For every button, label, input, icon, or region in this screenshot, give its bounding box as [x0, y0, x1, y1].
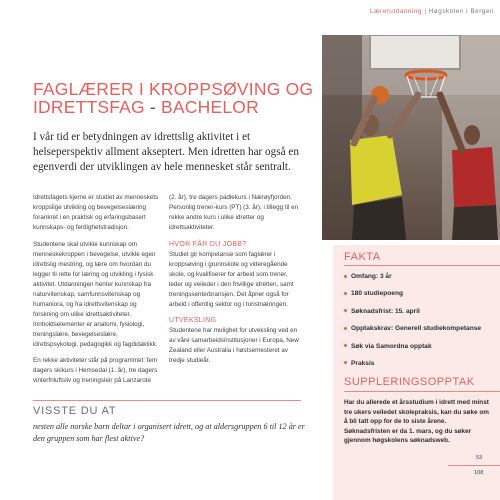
fakta-title: FAKTA — [344, 251, 381, 263]
visste-title: VISSTE DU AT — [33, 405, 117, 417]
section-heading-utveksling: UTVEKSLING — [169, 317, 217, 324]
page-number-divider — [448, 465, 500, 466]
lead-paragraph: I vår tid er betydningen av idrettslig aktivitet i et helseperspektiv allment akseptert. Men idretten har også en egenverdi der utviklingen av hele mennesket står sentralt. — [33, 131, 299, 173]
section-heading-jobb: HVOR FÅR DU JOBB? — [169, 240, 247, 248]
fakta-divider — [344, 265, 500, 266]
visste-text: nesten alle norske barn deltar i organisert idrett, og at aldersgruppen 6 til 12 år er den gruppen som har flest aktive? — [33, 422, 305, 443]
fakta-item: Omfang: 3 år — [344, 272, 494, 281]
header-institution-part2: Høgskolen i Bergen — [428, 8, 494, 15]
column1-paragraph: Studentene skal utvikle kunnskap om menneskekroppen i bevegelse, utvikle egen idrettslig mestring, og lære om hvordan du legger til rette for læring og utvikling i fysisk aktivitet. Utdanningen henter kunnskap fra naturvitenskap, samfunnsvitenskap og humaniora, og fra idrettsvitenskap og forskning om ulike idrettsaktiviteter. Innholdselementer er anatomi, fysiologi, treningslære, bevegelseslære, idrettspsykologi, pedagogikk og fagdidaktikk. — [33, 240, 158, 348]
supplering-divider — [344, 391, 500, 392]
bullet-icon — [344, 361, 347, 364]
supplering-text: Har du allerede et årsstudium i idrett med minst tre ukers veiledet skolepraksis, kan du søke om å bli tatt opp for de to siste årene. Søknadsfristen er da 1. mars, og du søker gjennom høgskolens søknadsweb. — [344, 399, 489, 445]
fakta-item: 180 studiepoeng — [344, 289, 494, 298]
fakta-item: Søk via Samordna opptak — [344, 342, 494, 351]
title-sub: BACHELOR — [161, 97, 259, 117]
header-separator: | — [422, 8, 429, 15]
fakta-item: Opptakskrav: Generell studiekompetanse — [344, 324, 494, 333]
bullet-icon — [344, 327, 347, 330]
bullet-icon — [344, 344, 347, 347]
column1-paragraph: En rekke aktiviteter står på programmet: fem dagers skikurs i Hemsedal (1. år), tre dagers vinterfriluftsliv og treningsleir på Lanzarote — [33, 357, 158, 384]
supplering-title: SUPPLERINGSOPPTAK — [344, 376, 475, 388]
basketball-scene-image — [322, 35, 500, 240]
section-text-utveksling: Studentene har mulighet for utveksling ved en av våre samarbeidsinstitusjoner i Europa, New Zealand eller Australia i høstsemesteret av tredje studieår. — [169, 327, 299, 364]
body-column-1 — [33, 193, 161, 393]
body-column-2 — [169, 193, 299, 373]
fakta-box — [333, 245, 500, 500]
fakta-item: Søknadsfrist: 15. april — [344, 307, 494, 316]
fakta-list — [344, 272, 494, 376]
column1-paragraph: Idrettsfagets kjerne er studiet av menneskets kroppslige utvikling og bevegelseslæring forankret i en praktisk og erfaringsbasert kunnskaps- og ferdighetstradisjon. — [33, 194, 159, 231]
fakta-item: Praksis — [344, 359, 494, 368]
header-institution-part1: Lærerutdanning — [369, 8, 422, 15]
bullet-icon — [344, 275, 347, 278]
bullet-icon — [344, 292, 347, 295]
header — [314, 8, 494, 15]
title-main: FAGLÆRER I KROPPSØVING OG IDRETTSFAG — [33, 79, 314, 117]
visste-divider — [33, 400, 301, 401]
bullet-icon — [344, 309, 347, 312]
page-title — [33, 80, 323, 116]
basketball-photo — [322, 35, 500, 240]
column2-intro: (2. år), tre dagers padlekurs i Nærøyfjorden, Personlig trener-kurs (PT) (3. år), i tillegg til en rekke andre kurs i ulike idretter og idrettsaktiviteter. — [169, 194, 299, 231]
page-number-bottom: 108 — [474, 470, 484, 476]
title-dash: - — [144, 97, 162, 117]
section-text-jobb: Studiet gir kompetanse som faglærer i kroppsøving i grunnskole og videregående skole, og kvalifiserer for arbeid som trener, leder og veileder i den frivillige idretten, samt treningssenterbransjen. Det åpner også for arbeid i offentlig sektor og i turistnæringen. — [169, 250, 294, 308]
page-number-top: 53 — [476, 455, 483, 461]
